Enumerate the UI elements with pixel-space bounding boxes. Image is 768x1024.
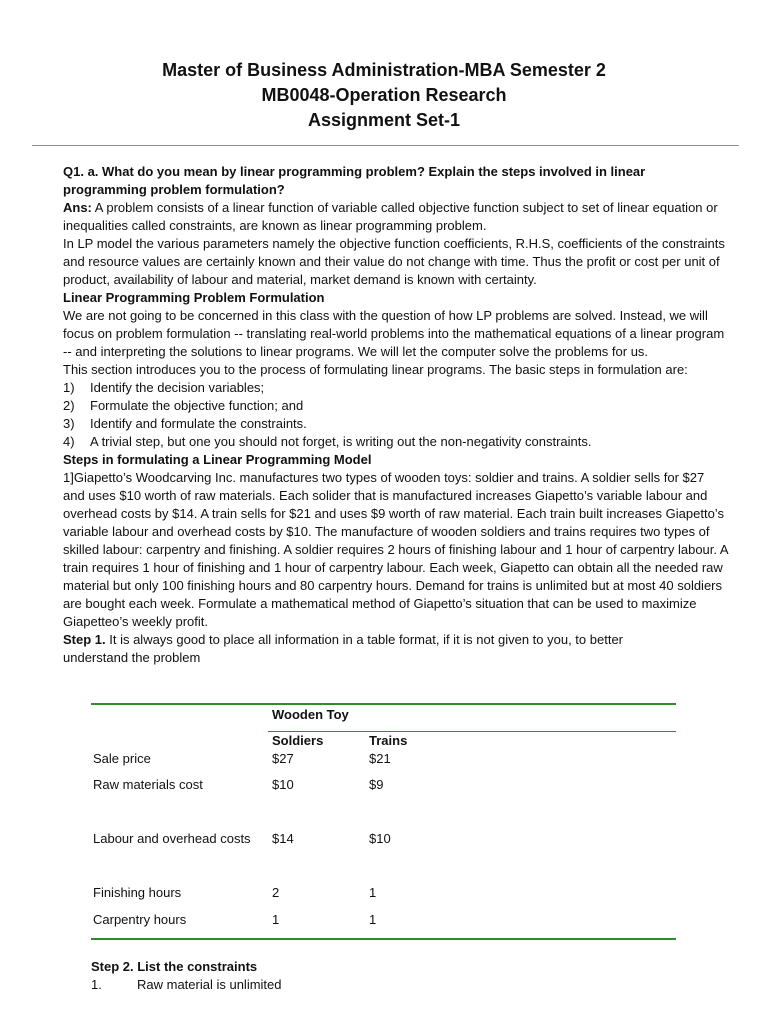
intro-steps-paragraph: This section introduces you to the process of formulating linear programs. The basic steps in formulation are: <box>63 362 688 377</box>
list-item: 1) Identify the decision variables; <box>63 380 265 395</box>
row-label-sale-price: Sale price <box>93 751 151 766</box>
table-top-rule <box>91 703 676 705</box>
formulation-paragraph: We are not going to be concerned in this class with the question of how LP problems are solved. Instead, we will focus on problem formulation -- translating real-world problems into the mathematical equations of a linear program -- and interpreting the solutions to linear programs. We will let the computer solve the problems for us. <box>63 308 725 359</box>
header-divider <box>32 145 739 146</box>
table-bottom-rule <box>91 938 676 940</box>
giapetto-problem-paragraph: 1]Giapetto’s Woodcarving Inc. manufactures two types of wooden toys: soldier and trains. A soldier sells for $27 and uses $10 worth of raw materials. Each solider that is manufactured increases Giapetto’s variable labour and overhead costs by $14. A train sells for $21 and uses $9 worth of raw material. Each train built increases Giapetto’s variable labour and overhead costs by $10. The manufacture of wooden soldiers and trains requires two types of skilled labour: carpentry and finishing. A soldier requires 2 hours of finishing labour and 1 hour of carpentry labour. A train requires 1 hour of finishing and 1 hour of carpentry labour. Each week, Giapetto can obtain all the needed raw material but only 100 finishing hours and 80 carpentry hours. Demand for trains is unlimited but at most 40 soldiers are bought each week. Formulate a mathematical method of Giapetto’s situation that can be used to maximize Giapetteo’s weekly profit. <box>63 470 728 629</box>
cell-raw-materials-soldiers: $10 <box>272 777 294 792</box>
body-content <box>63 163 729 667</box>
step1-text: It is always good to place all information in a table format, if it is not given to you, to better understand the problem <box>63 632 624 665</box>
row-label-carpentry-hours: Carpentry hours <box>93 912 187 927</box>
cell-sale-price-trains: $21 <box>369 751 391 766</box>
cell-finishing-trains: 1 <box>369 885 377 900</box>
section-heading-formulation: Linear Programming Problem Formulation <box>63 290 325 305</box>
cell-finishing-soldiers: 2 <box>272 885 280 900</box>
step2-heading: Step 2. List the constraints <box>91 959 258 974</box>
cell-carpentry-trains: 1 <box>369 912 377 927</box>
section-heading-steps: Steps in formulating a Linear Programming Model <box>63 452 372 467</box>
course-title: MB0048-Operation Research <box>261 85 507 105</box>
cell-carpentry-soldiers: 1 <box>272 912 280 927</box>
question-q1: Q1. a. What do you mean by linear programming problem? Explain the steps involved in linear programming problem formulation? <box>63 164 646 197</box>
step1-paragraph <box>63 631 623 667</box>
row-label-raw-materials: Raw materials cost <box>93 777 203 792</box>
answer-text: A problem consists of a linear function of variable called objective function subject to set of linear equation or inequalities called constraints, are known as linear programming problem. <box>63 200 718 233</box>
document-header <box>0 58 768 133</box>
assignment-title: Assignment Set-1 <box>307 110 461 130</box>
row-label-labour-overhead: Labour and overhead costs <box>93 831 251 846</box>
list-item: 3) Identify and formulate the constraints. <box>63 416 307 431</box>
cell-labour-soldiers: $14 <box>272 831 294 846</box>
step2-section <box>91 958 282 994</box>
column-header-trains: Trains <box>369 733 408 748</box>
cell-raw-materials-trains: $9 <box>369 777 384 792</box>
step1-label: Step 1. <box>63 632 106 647</box>
answer-paragraph <box>63 199 729 235</box>
list-item: 4) A trivial step, but one you should not forget, is writing out the non-negativity constraints. <box>63 434 592 449</box>
cell-sale-price-soldiers: $27 <box>272 751 294 766</box>
lp-model-paragraph: In LP model the various parameters namely the objective function coefficients, R.H.S, coefficients of the constraints and resource values are certainly known and their value do not change with time. Thus the profit or cost per unit of product, availability of labour and material, market demand is known with certainty. <box>63 236 725 287</box>
row-label-finishing-hours: Finishing hours <box>93 885 182 900</box>
list-item: 2) Formulate the objective function; and <box>63 398 304 413</box>
column-header-soldiers: Soldiers <box>272 733 324 748</box>
list-item: 1. Raw material is unlimited <box>91 977 282 992</box>
table-group-header: Wooden Toy <box>272 707 349 722</box>
cell-labour-trains: $10 <box>369 831 391 846</box>
answer-label: Ans: <box>63 200 92 215</box>
program-title: Master of Business Administration-MBA Semester 2 <box>162 60 606 80</box>
table-header-rule <box>268 731 676 732</box>
formulation-steps-list <box>63 379 729 451</box>
